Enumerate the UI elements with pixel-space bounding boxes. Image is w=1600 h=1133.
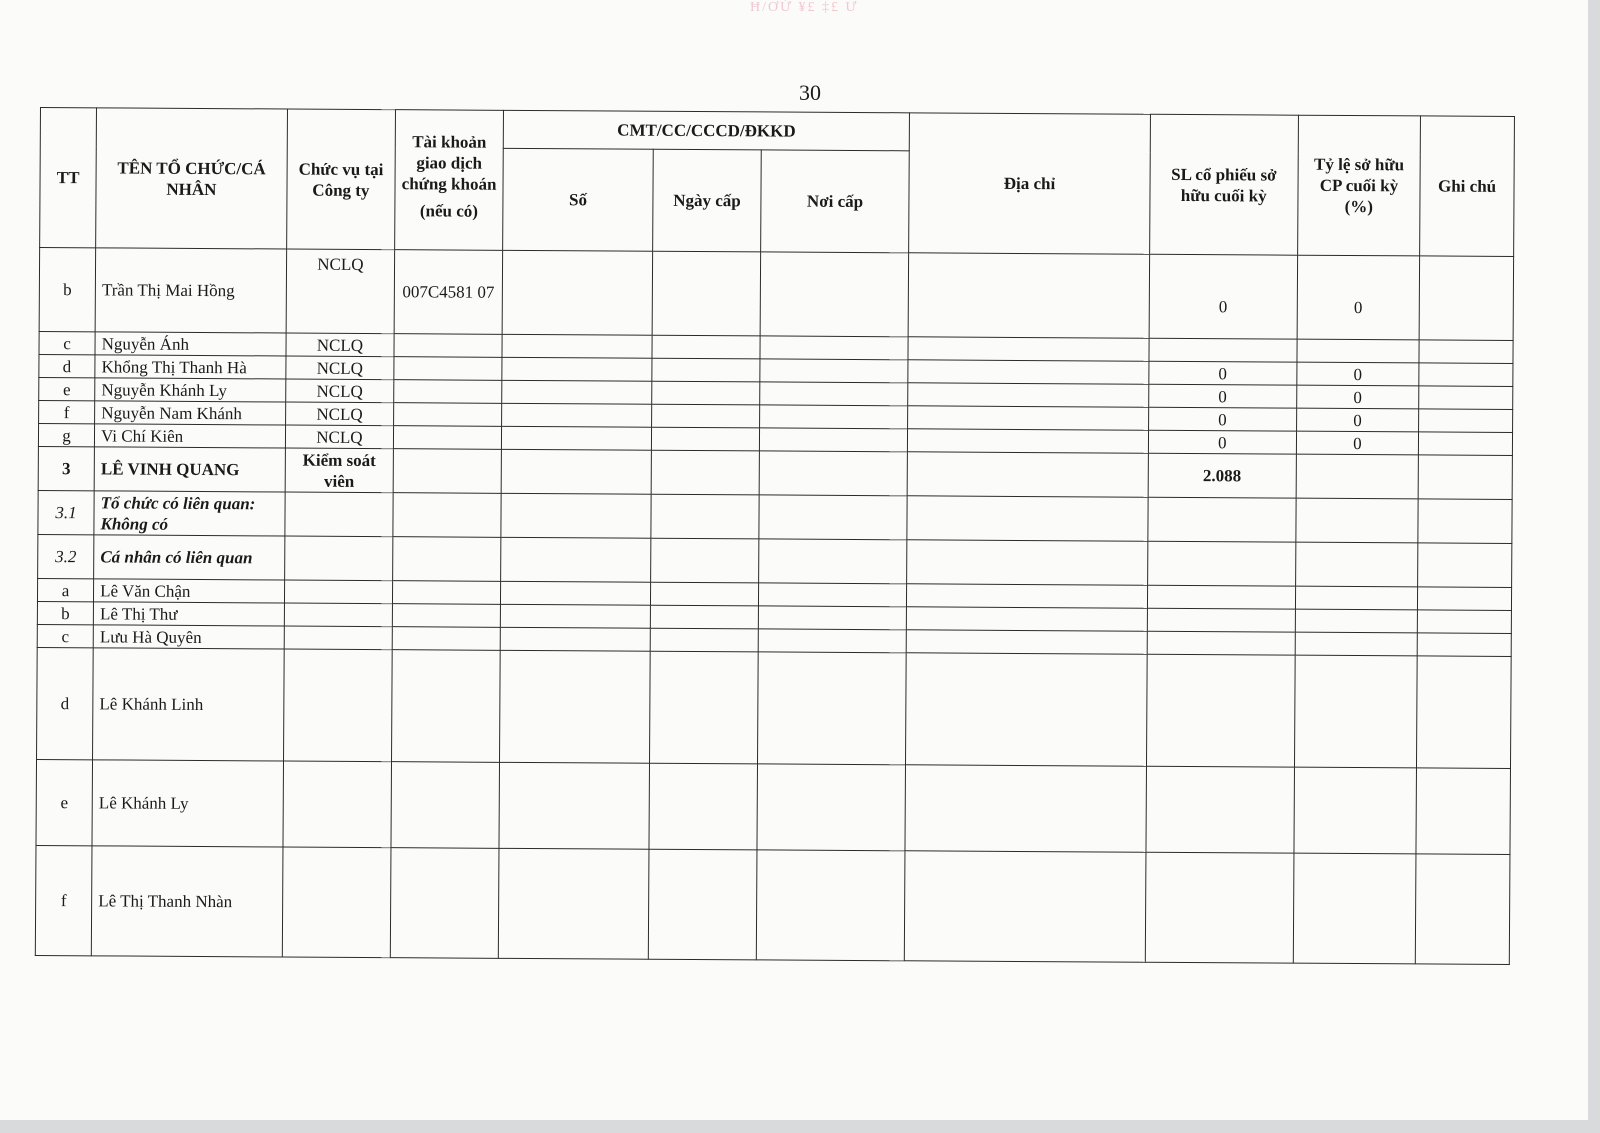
cell-position: NCLQ xyxy=(285,425,393,449)
cell-position: NCLQ xyxy=(286,249,395,334)
cell-address xyxy=(908,406,1149,430)
cell-tt: b xyxy=(37,601,93,624)
cell-id-place xyxy=(756,850,905,961)
cell-id-no xyxy=(501,493,651,538)
cell-position xyxy=(284,536,392,581)
header-tt: TT xyxy=(40,108,97,248)
cell-ratio xyxy=(1295,632,1418,656)
cell-account xyxy=(392,581,500,605)
cell-name: Nguyễn Khánh Ly xyxy=(95,378,286,402)
cell-note xyxy=(1419,386,1513,410)
cell-account xyxy=(394,403,502,427)
cell-address xyxy=(907,584,1148,608)
cell-position xyxy=(282,847,391,958)
cell-position xyxy=(285,492,393,537)
cell-note xyxy=(1418,587,1512,611)
cell-tt: f xyxy=(35,845,92,955)
header-id-date: Ngày cấp xyxy=(653,149,762,252)
cell-note xyxy=(1419,409,1513,433)
cell-tt: 3.1 xyxy=(38,490,94,534)
cell-name: Lưu Hà Quyên xyxy=(93,625,284,649)
cell-account xyxy=(391,650,500,763)
cell-id-place xyxy=(760,252,908,337)
cell-shares xyxy=(1149,338,1297,362)
cell-address xyxy=(907,496,1148,541)
cell-note xyxy=(1418,499,1512,544)
cell-name: Lê Khánh Ly xyxy=(92,760,283,847)
cell-tt: a xyxy=(37,578,93,601)
cell-id-date xyxy=(648,849,757,960)
cell-shares xyxy=(1146,654,1295,767)
cell-ratio xyxy=(1294,767,1417,854)
cell-note xyxy=(1418,543,1512,588)
cell-name: Lê Khánh Linh xyxy=(93,648,284,761)
cell-position: NCLQ xyxy=(285,402,393,426)
cell-position: NCLQ xyxy=(286,333,394,357)
cell-shares xyxy=(1147,631,1295,655)
cell-shares: 0 xyxy=(1149,254,1297,339)
cell-tt: d xyxy=(37,647,94,759)
cell-account xyxy=(394,334,502,358)
cell-ratio: 0 xyxy=(1297,362,1420,386)
cell-name: Lê Thị Thư xyxy=(93,602,284,626)
cell-id-place xyxy=(759,495,907,540)
cell-id-place xyxy=(760,428,908,452)
cell-account xyxy=(391,762,500,849)
cell-id-no xyxy=(502,250,652,335)
cell-address xyxy=(906,607,1147,631)
cell-shares xyxy=(1147,585,1295,609)
cell-id-place xyxy=(760,359,908,383)
header-id-no: Số xyxy=(503,148,654,251)
table-row xyxy=(36,759,1510,854)
cell-ratio: 0 xyxy=(1296,385,1419,409)
cell-position: NCLQ xyxy=(286,356,394,380)
cell-ratio: 0 xyxy=(1296,431,1419,455)
cell-account xyxy=(393,449,501,494)
header-account-note: (nếu có) xyxy=(419,201,478,221)
cell-id-date xyxy=(652,381,760,405)
cell-account xyxy=(394,380,502,404)
cell-note xyxy=(1419,363,1513,387)
cell-id-date xyxy=(651,494,759,539)
cell-note xyxy=(1417,656,1512,769)
cell-id-date xyxy=(651,427,759,451)
cell-ratio xyxy=(1297,339,1420,363)
cell-address xyxy=(907,429,1148,453)
cell-note xyxy=(1419,340,1513,364)
cell-shares: 0 xyxy=(1148,430,1296,454)
header-row-top xyxy=(40,108,1514,155)
cell-name: Trần Thị Mai Hồng xyxy=(95,248,286,333)
cell-position xyxy=(283,649,392,762)
cell-id-no xyxy=(498,848,649,959)
header-account xyxy=(395,110,504,251)
cell-ratio xyxy=(1295,586,1418,610)
header-position: Chức vụ tại Công ty xyxy=(286,109,395,250)
cell-note xyxy=(1417,633,1511,657)
cell-note xyxy=(1415,854,1510,965)
cell-id-no xyxy=(501,581,651,605)
cell-name: Nguyễn Nam Khánh xyxy=(95,401,286,425)
shareholder-table xyxy=(35,107,1515,965)
cell-position xyxy=(284,626,392,650)
cell-id-place xyxy=(758,629,906,653)
cell-id-place xyxy=(758,652,907,765)
cell-address xyxy=(908,337,1149,361)
cell-tt: f xyxy=(39,400,95,423)
cell-address xyxy=(906,630,1147,654)
cell-position: Kiểm soát viên xyxy=(285,448,393,493)
cell-id-date xyxy=(652,251,761,336)
cell-id-place xyxy=(760,405,908,429)
cell-id-place xyxy=(758,606,906,630)
cell-shares xyxy=(1147,541,1295,586)
cell-id-date xyxy=(652,335,760,359)
header-shares: SL cổ phiếu sở hữu cuối kỳ xyxy=(1149,114,1298,255)
cell-id-place xyxy=(760,336,908,360)
cell-id-no xyxy=(502,403,652,427)
cell-id-date xyxy=(651,450,759,495)
cell-id-no xyxy=(502,380,652,404)
cell-ratio: 0 xyxy=(1297,255,1420,340)
table-row xyxy=(37,647,1512,768)
table-row xyxy=(35,845,1510,964)
cell-note xyxy=(1419,432,1513,456)
cell-tt: d xyxy=(39,354,95,377)
cell-account xyxy=(392,604,500,628)
cell-tt: c xyxy=(37,624,93,647)
cell-ratio xyxy=(1293,853,1416,964)
header-ratio: Tỷ lệ sở hữu CP cuối kỳ (%) xyxy=(1297,115,1420,256)
cell-account xyxy=(390,848,499,959)
cell-id-no xyxy=(501,449,651,494)
cell-account xyxy=(393,426,501,450)
cell-id-date xyxy=(650,582,758,606)
header-account-label: Tài khoản giao dịch chứng khoán xyxy=(401,132,497,194)
cell-shares: 0 xyxy=(1149,361,1297,385)
cell-tt: b xyxy=(39,248,96,332)
cell-tt: g xyxy=(38,423,94,446)
cell-account xyxy=(393,493,501,538)
cell-id-no xyxy=(500,650,651,763)
cell-id-date xyxy=(650,605,758,629)
cell-ratio xyxy=(1296,498,1419,543)
table-row xyxy=(39,248,1513,341)
cell-shares xyxy=(1145,852,1294,963)
cell-address xyxy=(908,360,1149,384)
header-id-group: CMT/CC/CCCD/ĐKKD xyxy=(503,110,909,150)
cell-name: Lê Thị Thanh Nhàn xyxy=(91,846,282,957)
cell-address xyxy=(907,540,1148,585)
cell-id-date xyxy=(652,404,760,428)
cell-tt: c xyxy=(39,331,95,354)
cell-ratio xyxy=(1295,609,1418,633)
cell-note xyxy=(1416,768,1510,855)
cell-id-date xyxy=(650,628,758,652)
cell-shares xyxy=(1146,766,1294,853)
cell-tt: 3 xyxy=(38,446,94,490)
cell-name: Lê Văn Chận xyxy=(94,579,285,603)
cell-id-no xyxy=(502,426,652,450)
cell-id-date xyxy=(652,358,760,382)
cell-shares xyxy=(1147,608,1295,632)
cell-ratio xyxy=(1296,454,1419,499)
header-note: Ghi chú xyxy=(1420,116,1515,257)
cell-id-place xyxy=(757,764,905,851)
cell-name: Nguyễn Ánh xyxy=(95,332,286,356)
cell-note xyxy=(1417,610,1511,634)
cell-position xyxy=(283,761,392,848)
header-address: Địa chỉ xyxy=(909,113,1151,254)
cell-shares xyxy=(1148,497,1296,542)
cell-address xyxy=(906,653,1147,766)
cell-address xyxy=(908,383,1149,407)
cell-name: Tổ chức có liên quan: Không có xyxy=(94,491,285,536)
cell-address xyxy=(905,765,1146,852)
cell-id-no xyxy=(500,627,650,651)
stamp-trace: Ħ/ƠỨ ¥£ ‡£ Ư xyxy=(750,0,859,15)
cell-tt: e xyxy=(39,377,95,400)
cell-address xyxy=(908,253,1149,338)
cell-ratio: 0 xyxy=(1296,408,1419,432)
header-id-place: Nơi cấp xyxy=(761,150,910,253)
cell-position xyxy=(284,580,392,604)
cell-position: NCLQ xyxy=(286,379,394,403)
cell-account: 007C4581 07 xyxy=(394,250,503,335)
cell-name: Cá nhân có liên quan xyxy=(94,535,285,580)
cell-id-date xyxy=(650,651,759,764)
cell-id-place xyxy=(760,382,908,406)
cell-account xyxy=(394,357,502,381)
cell-name: Vi Chí Kiên xyxy=(95,424,286,448)
cell-shares: 0 xyxy=(1148,384,1296,408)
cell-address xyxy=(904,851,1145,962)
cell-id-no xyxy=(502,357,652,381)
cell-name: LÊ VINH QUANG xyxy=(94,447,285,492)
cell-id-place xyxy=(759,451,907,496)
cell-id-place xyxy=(759,539,907,584)
cell-id-no xyxy=(501,537,651,582)
cell-account xyxy=(393,537,501,582)
cell-note xyxy=(1418,455,1512,500)
cell-name: Khổng Thị Thanh Hà xyxy=(95,355,286,379)
cell-id-no xyxy=(500,604,650,628)
cell-id-no xyxy=(499,762,649,849)
cell-id-date xyxy=(649,763,758,850)
header-name: TÊN TỔ CHỨC/CÁ NHÂN xyxy=(96,108,288,249)
cell-tt: e xyxy=(36,759,93,845)
cell-ratio xyxy=(1294,655,1417,768)
cell-id-date xyxy=(651,538,759,583)
cell-shares: 0 xyxy=(1148,407,1296,431)
cell-address xyxy=(907,452,1148,497)
cell-id-no xyxy=(502,334,652,358)
cell-position xyxy=(284,603,392,627)
cell-tt: 3.2 xyxy=(38,534,94,578)
cell-shares: 2.088 xyxy=(1148,453,1296,498)
cell-id-place xyxy=(759,583,907,607)
cell-ratio xyxy=(1295,542,1418,587)
cell-account xyxy=(392,627,500,651)
cell-note xyxy=(1419,256,1513,341)
page-number: 30 xyxy=(799,80,821,105)
